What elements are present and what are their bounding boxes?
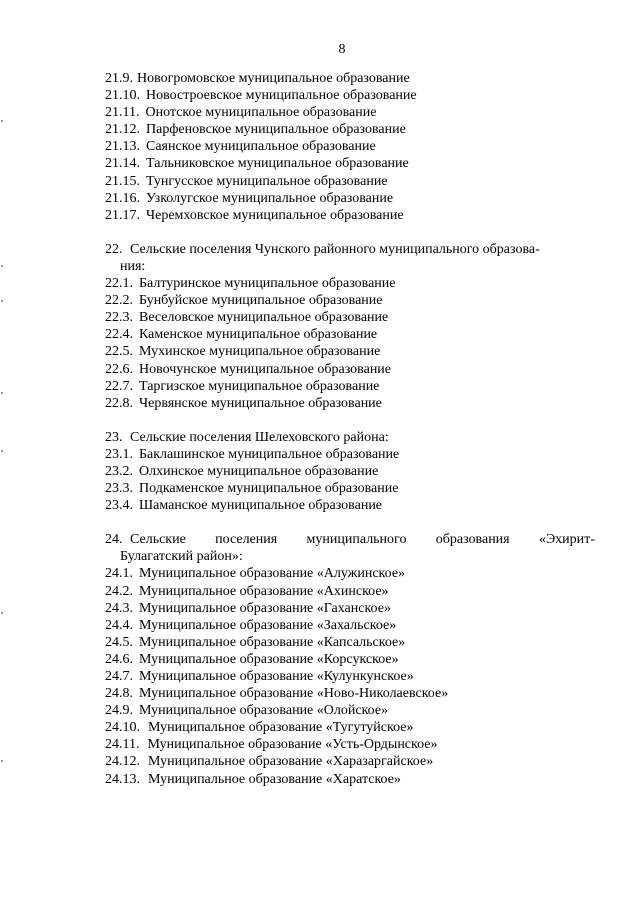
item-text: Саянское муниципальное образование — [146, 139, 376, 155]
item-number: 22.4. — [105, 327, 133, 343]
item-text: Мухинское муниципальное образование — [139, 344, 381, 360]
heading-word: образования — [435, 532, 510, 548]
section-heading-continued: Булагатский район»: — [120, 549, 243, 565]
item-text: Черемховское муниципальное образование — [146, 207, 404, 223]
item-text: Онотское муниципальное образование — [145, 105, 377, 121]
item-text: Муниципальное образование «Олойское» — [139, 703, 389, 719]
item-text: Муниципальное образование «Ахинское» — [139, 583, 389, 599]
list-item — [105, 651, 595, 668]
document-content — [105, 70, 595, 788]
item-text: Подкаменское муниципальное образование — [139, 481, 399, 497]
item-number: 24.2. — [105, 583, 133, 599]
item-number: 22.5. — [105, 344, 133, 360]
item-number: 24.8. — [105, 686, 133, 702]
item-text: Муниципальное образование «Гаханское» — [139, 600, 391, 616]
heading-text: Сельские поселения Чунского районного муниципального образова- — [130, 241, 540, 257]
section-heading — [105, 531, 595, 548]
item-text: Муниципальное образование «Ново-Николаевское» — [139, 686, 449, 702]
item-text: Новостроевское муниципальное образование — [146, 88, 417, 104]
section-spacer — [105, 224, 595, 241]
item-number: 22.1. — [105, 276, 133, 292]
item-text: Веселовское муниципальное образование — [139, 310, 389, 326]
list-item — [105, 771, 595, 788]
item-text: Муниципальное образование «Харатское» — [148, 771, 401, 787]
item-number: 21.11. — [105, 105, 140, 121]
item-number: 21.9. — [105, 71, 133, 86]
list-item — [105, 104, 595, 121]
item-number: 21.14. — [105, 156, 140, 172]
item-text: Узколугское муниципальное образование — [146, 190, 394, 206]
item-number: 24.10. — [105, 720, 140, 736]
item-number: 22.3. — [105, 310, 133, 326]
list-item — [105, 736, 595, 753]
list-item — [105, 617, 595, 634]
item-text: Червянское муниципальное образование — [139, 395, 382, 411]
section-heading — [105, 241, 595, 258]
item-number: 24.4. — [105, 617, 133, 633]
item-number: 22.6. — [105, 361, 133, 377]
item-text: Новогромовское муниципальное образование — [137, 71, 410, 86]
heading-number: 23. — [105, 429, 123, 445]
heading-word: поселения — [215, 532, 278, 548]
item-number: 21.15. — [105, 173, 140, 189]
list-item — [105, 155, 595, 172]
list-item — [105, 634, 595, 651]
item-text: Муниципальное образование «Захальское» — [139, 617, 397, 633]
item-number: 22.7. — [105, 378, 133, 394]
item-number: 24.5. — [105, 634, 133, 650]
heading-word: Сельские — [130, 532, 186, 548]
section-spacer — [105, 412, 595, 429]
section-23 — [105, 429, 595, 514]
list-item — [105, 361, 595, 378]
item-number: 22.8. — [105, 395, 133, 411]
list-item — [105, 292, 595, 309]
item-text: Муниципальное образование «Усть-Ордынское» — [147, 737, 438, 753]
list-item — [105, 121, 595, 138]
list-item — [105, 583, 595, 600]
item-number: 23.4. — [105, 498, 133, 514]
item-number: 23.2. — [105, 463, 133, 479]
list-item — [105, 685, 595, 702]
list-item — [105, 480, 595, 497]
item-number: 24.11. — [105, 737, 140, 753]
heading-number: 24. — [105, 532, 123, 548]
list-item — [105, 343, 595, 360]
item-text: Каменское муниципальное образование — [139, 327, 378, 343]
item-number: 23.3. — [105, 481, 133, 497]
item-text: Муниципальное образование «Корсукское» — [139, 651, 399, 667]
item-number: 21.17. — [105, 207, 140, 223]
list-item — [105, 138, 595, 155]
list-item — [105, 70, 595, 87]
section-22 — [105, 241, 595, 412]
item-text: Муниципальное образование «Харазаргайское» — [148, 754, 434, 770]
item-number: 24.9. — [105, 703, 133, 719]
item-number: 22.2. — [105, 293, 133, 309]
item-text: Муниципальное образование «Алужинское» — [139, 566, 406, 582]
heading-number-and-word — [105, 531, 186, 548]
item-text: Парфеновское муниципальное образование — [146, 122, 406, 138]
item-number: 21.12. — [105, 122, 140, 138]
heading-word: муниципального — [306, 532, 407, 548]
list-item — [105, 309, 595, 326]
item-number: 24.3. — [105, 600, 133, 616]
item-text: Муниципальное образование «Капсальское» — [139, 634, 406, 650]
item-text: Баклашинское муниципальное образование — [139, 446, 400, 462]
item-text: Таргизское муниципальное образование — [139, 378, 380, 394]
item-text: Муниципальное образование «Кулункунское» — [139, 669, 414, 684]
item-number: 24.6. — [105, 651, 133, 667]
list-item — [105, 753, 595, 770]
list-item — [105, 275, 595, 292]
list-item — [105, 378, 595, 395]
item-text: Муниципальное образование «Тугутуйское» — [148, 720, 414, 736]
item-number: 21.13. — [105, 139, 140, 155]
item-text: Новочунское муниципальное образование — [139, 361, 392, 377]
list-item — [105, 719, 595, 736]
item-text: Тунгусское муниципальное образование — [146, 173, 388, 189]
list-item — [105, 326, 595, 343]
item-number: 24.1. — [105, 566, 133, 582]
item-text: Бунбуйское муниципальное образование — [139, 293, 383, 309]
list-item — [105, 87, 595, 104]
list-item — [105, 395, 595, 412]
heading-word: «Эхирит- — [538, 532, 595, 548]
list-item — [105, 497, 595, 514]
item-text: Тальниковское муниципальное образование — [146, 156, 409, 172]
section-heading-continued: ния: — [120, 258, 146, 274]
item-number: 24.7. — [105, 669, 133, 684]
list-item — [105, 190, 595, 207]
item-number: 23.1. — [105, 446, 133, 462]
scan-edge-marks — [0, 0, 4, 905]
list-item — [105, 668, 595, 685]
item-number: 21.16. — [105, 190, 140, 206]
section-heading — [105, 429, 595, 446]
section-21-list — [105, 70, 595, 224]
list-item — [105, 207, 595, 224]
list-item — [105, 565, 595, 582]
item-number: 24.12. — [105, 754, 140, 770]
page-number: 8 — [338, 42, 346, 57]
item-text: Балтуринское муниципальное образование — [139, 276, 396, 292]
item-number: 24.13. — [105, 771, 140, 787]
list-item — [105, 600, 595, 617]
heading-text: Сельские поселения Шелеховского района: — [130, 429, 389, 445]
heading-number: 22. — [105, 241, 123, 257]
section-spacer — [105, 514, 595, 531]
section-24 — [105, 531, 595, 787]
item-number: 21.10. — [105, 88, 140, 104]
list-item — [105, 463, 595, 480]
list-item — [105, 173, 595, 190]
item-text: Олхинское муниципальное образование — [139, 463, 379, 479]
item-text: Шаманское муниципальное образование — [139, 498, 383, 514]
list-item — [105, 702, 595, 719]
list-item — [105, 446, 595, 463]
